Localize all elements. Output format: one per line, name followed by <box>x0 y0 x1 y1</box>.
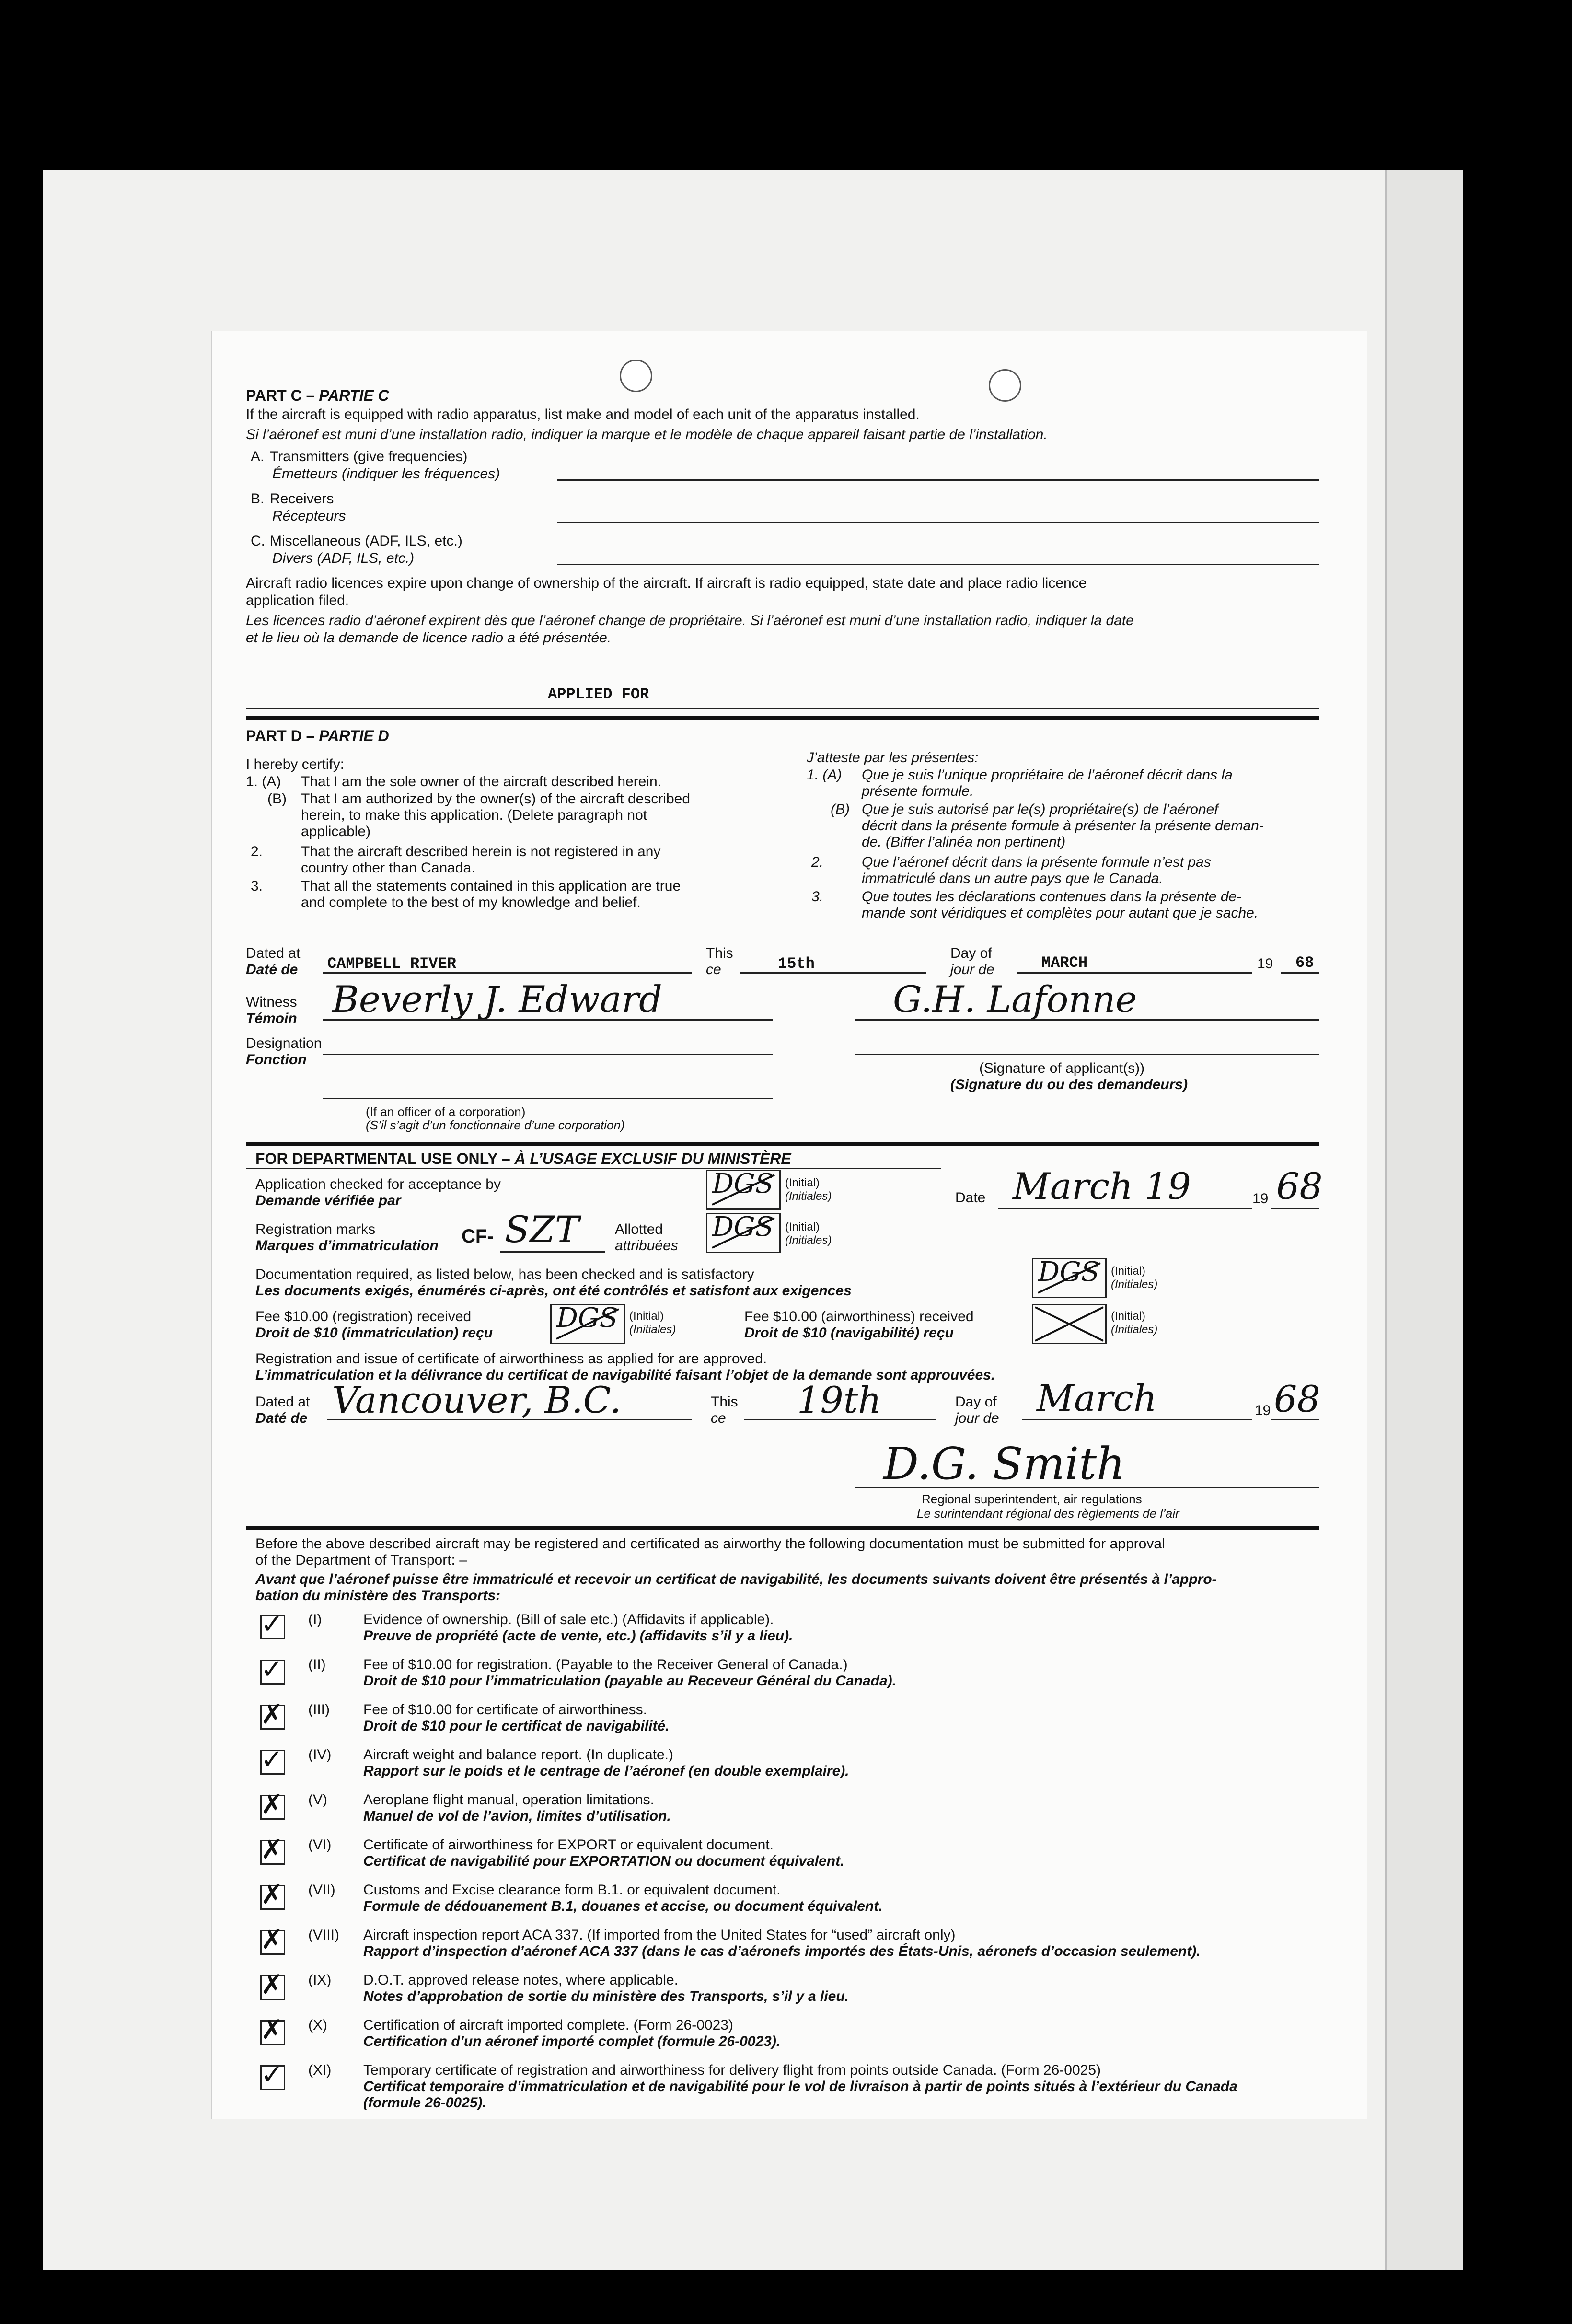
clause-2-num: 2. <box>251 844 263 860</box>
item-number: (IX) <box>308 1972 332 1988</box>
item-text-fr: Certification d’un aéronef importé complet (formule 26-0023). <box>363 2034 781 2049</box>
miscellaneous-field[interactable] <box>557 564 1319 565</box>
part-d-heading: PART D – PARTIE D <box>246 727 389 744</box>
item-text-en: Certificate of airworthiness for EXPORT or equivalent document. <box>363 1837 774 1853</box>
clause-1b-en-3: applicable) <box>301 824 371 839</box>
checkbox-mark: ✗ <box>261 1789 283 1820</box>
applicant-signature-line-2[interactable] <box>855 1054 1319 1055</box>
clause-3-en-2: and complete to the best of my knowledge and belief. <box>301 895 641 910</box>
initial-label: (Initial) (Initiales) <box>1111 1310 1158 1336</box>
initials-documentation: DGS <box>1038 1256 1099 1288</box>
dated-at-label: Dated at Daté de <box>246 945 301 977</box>
checkbox-mark: ✓ <box>261 1744 283 1775</box>
clause-1a-en: That I am the sole owner of the aircraft described herein. <box>301 774 662 790</box>
docs-intro-en-1: Before the above described aircraft may be registered and certificated as airworthy the following documentation must be submitted for approval <box>255 1536 1165 1552</box>
year-prefix: 19 <box>1255 1403 1271 1418</box>
witness-field[interactable] <box>323 1019 773 1021</box>
item-a-fr: Émetteurs (indiquer les fréquences) <box>272 466 500 482</box>
clause-2-en-2: country other than Canada. <box>301 860 475 876</box>
item-number: (XI) <box>308 2062 332 2078</box>
initial-label: (Initial) (Initiales) <box>785 1176 832 1203</box>
clause-2-fr-1: Que l’aéronef décrit dans la présente formule n’est pas <box>862 854 1211 870</box>
checkbox-mark: ✓ <box>261 1654 283 1685</box>
checkbox[interactable] <box>260 1609 285 1640</box>
dated-at-value: Vancouver, B.C. <box>332 1379 622 1421</box>
date-value: March 19 <box>1013 1165 1191 1208</box>
year-field[interactable] <box>1281 972 1319 974</box>
fee-registration-label: Fee $10.00 (registration) received Droit de $10 (immatriculation) reçu <box>255 1309 493 1341</box>
receivers-field[interactable] <box>557 522 1319 523</box>
clause-2-en-1: That the aircraft described herein is not registered in any <box>301 844 661 860</box>
dated-at-field[interactable] <box>327 1419 692 1420</box>
clause-1a-fr-2: présente formule. <box>862 783 974 799</box>
clause-3-en-1: That all the statements contained in this application are true <box>301 878 681 894</box>
item-text-en: Aircraft weight and balance report. (In duplicate.) <box>363 1747 674 1763</box>
signature-label-fr: (Signature du ou des demandeurs) <box>950 1077 1188 1092</box>
checkbox[interactable] <box>260 1969 285 2000</box>
clause-2-fr-2: immatriculé dans un autre pays que le Canada. <box>862 871 1163 886</box>
clause-1a-fr-1: Que je suis l’unique propriétaire de l’aéronef décrit dans la <box>862 767 1233 783</box>
item-a-en: Transmitters (give frequencies) <box>270 449 468 465</box>
item-text-fr-2: (formule 26-0025). <box>363 2095 486 2111</box>
checkbox-mark: ✓ <box>261 1609 283 1640</box>
clause-1b-en-2: herein, to make this application. (Delete paragraph not <box>301 807 647 823</box>
transmitters-field[interactable] <box>557 479 1319 481</box>
page-edge <box>1385 170 1463 2270</box>
item-text-fr: Droit de $10 pour l’immatriculation (payable au Receveur Général du Canada). <box>363 1673 896 1689</box>
allotted-label: Allotted attribuées <box>615 1221 678 1254</box>
item-c-en: Miscellaneous (ADF, ILS, etc.) <box>270 533 462 549</box>
superintendent-label-fr: Le surintendant régional des règlements de l’air <box>917 1506 1179 1521</box>
day-field[interactable] <box>744 1419 936 1420</box>
checkbox-mark: ✓ <box>261 2059 283 2091</box>
item-number: (VII) <box>308 1882 335 1898</box>
date-year-prefix: 19 <box>1252 1191 1269 1207</box>
checkbox-mark: ✗ <box>261 2014 283 2045</box>
initials-stamp-documentation <box>1032 1258 1107 1298</box>
item-number: (VIII) <box>308 1927 339 1943</box>
initial-label: (Initial) (Initiales) <box>629 1310 676 1336</box>
checkbox[interactable] <box>260 1879 285 1910</box>
superintendent-label-en: Regional superintendent, air regulations <box>922 1492 1142 1506</box>
issue-approval-fr: L’immatriculation et la délivrance du certificat de navigabilité faisant l’objet de la demande sont approuvées. <box>255 1367 995 1383</box>
applicant-signature-line[interactable] <box>855 1019 1319 1021</box>
part-c-heading: PART C – PARTIE C <box>246 387 389 404</box>
radio-licence-value: APPLIED FOR <box>548 686 649 703</box>
applicant-signature: G.H. Lafonne <box>893 978 1137 1021</box>
year-value: 68 <box>1295 954 1314 972</box>
radio-note-fr-1: Les licences radio d’aéronef expirent dès que l’aéronef change de propriétaire. Si l’aéronef est muni d’une installation radio, indiquer la date <box>246 613 1134 628</box>
clause-1b-fr-2: décrit dans la présente formule à présenter la présente deman- <box>862 818 1264 834</box>
clause-1b-fr-3: de. (Biffer l’alinéa non pertinent) <box>862 834 1066 850</box>
item-c-fr: Divers (ADF, ILS, etc.) <box>272 550 415 566</box>
clause-3-fr-2: mande sont véridiques et complètes pour autant que je sache. <box>862 905 1259 921</box>
date-year-value: 68 <box>1276 1165 1323 1208</box>
section-divider <box>246 1142 1319 1146</box>
checkbox[interactable] <box>260 1654 285 1685</box>
fee-airworthiness-label: Fee $10.00 (airworthiness) received Droit de $10 (navigabilité) reçu <box>744 1309 974 1341</box>
item-text-en: Evidence of ownership. (Bill of sale etc.) (Affidavits if applicable). <box>363 1612 774 1627</box>
docs-intro-en-2: of the Department of Transport: – <box>255 1552 467 1568</box>
item-text-fr: Rapport d’inspection d’aéronef ACA 337 (dans le cas d’aéronefs importés des États-Unis, aéronefs d’occasion seulement). <box>363 1943 1201 1959</box>
clause-1b-fr-1: Que je suis autorisé par le(s) propriétaire(s) de l’aéronef <box>862 802 1218 817</box>
docs-intro-fr-1: Avant que l’aéronef puisse être immatriculé et recevoir un certificat de navigabilité, les documents suivants doivent être présentés à l’appro- <box>255 1571 1217 1587</box>
day-of-label: Day of jour de <box>950 945 994 977</box>
item-c-key: C. <box>251 533 265 549</box>
item-number: (V) <box>308 1792 327 1808</box>
part-c-intro-fr: Si l’aéronef est muni d’une installation radio, indiquer la marque et le modèle de chaque appareil faisant partie de l’installation. <box>246 427 1048 442</box>
initial-label: (Initial) (Initiales) <box>785 1220 832 1247</box>
reg-marks-label: Registration marks Marques d’immatriculation <box>255 1221 439 1254</box>
dated-at-value: CAMPBELL RIVER <box>327 955 456 973</box>
clause-3-num: 3. <box>251 878 263 894</box>
heading-underline <box>246 1168 941 1169</box>
part-c-intro-en: If the aircraft is equipped with radio apparatus, list make and model of each unit of the apparatus installed. <box>246 407 920 422</box>
documentation-fr: Les documents exigés, énumérés ci-après, ont été contrôlés et satisfont aux exigences <box>255 1283 852 1299</box>
radio-note-en-2: application filed. <box>246 593 349 608</box>
day-value: 15th <box>778 955 815 973</box>
reg-prefix: CF- <box>462 1226 494 1247</box>
clause-1a-num: 1. (A) <box>246 774 281 790</box>
certify-en: I hereby certify: <box>246 756 345 772</box>
checkbox-mark: ✗ <box>261 1879 283 1910</box>
designation-field[interactable] <box>323 1054 773 1055</box>
witness-signature: Beverly J. Edward <box>332 978 662 1021</box>
initials-fee-registration: DGS <box>556 1302 618 1334</box>
month-value: March <box>1037 1377 1157 1419</box>
clause-2-fr-num: 2. <box>811 854 824 870</box>
checkbox-mark: ✗ <box>261 1834 283 1865</box>
clause-3-fr-num: 3. <box>811 889 824 905</box>
certify-fr: J’atteste par les présentes: <box>807 750 979 766</box>
checkbox-mark: ✗ <box>261 1969 283 2000</box>
radio-note-en-1: Aircraft radio licences expire upon change of ownership of the aircraft. If aircraft is radio equipped, state date and place radio licence <box>246 575 1087 591</box>
item-text-fr: Formule de dédouanement B.1, douanes et accise, ou document équivalent. <box>363 1898 883 1914</box>
checkbox[interactable] <box>260 2059 285 2091</box>
designation-field-2[interactable] <box>323 1098 773 1099</box>
date-year-field[interactable] <box>1271 1208 1319 1209</box>
issue-approval-en: Registration and issue of certificate of airworthiness as applied for are approved. <box>255 1351 767 1367</box>
item-b-fr: Récepteurs <box>272 508 346 524</box>
item-text-fr: Rapport sur le poids et le centrage de l’aéronef (en double exemplaire). <box>363 1763 849 1779</box>
month-field[interactable] <box>1022 1419 1252 1420</box>
clause-3-fr-1: Que toutes les déclarations contenues dans la présente de- <box>862 889 1242 905</box>
item-number: (VI) <box>308 1837 332 1853</box>
this-label: This ce <box>706 945 733 977</box>
year-field[interactable] <box>1271 1419 1319 1420</box>
superintendent-signature-line[interactable] <box>855 1487 1319 1488</box>
punch-hole <box>620 360 652 392</box>
punch-hole <box>989 369 1021 402</box>
signature-label-en: (Signature of applicant(s)) <box>979 1060 1145 1076</box>
radio-licence-field[interactable] <box>246 708 1319 709</box>
item-text-en: D.O.T. approved release notes, where applicable. <box>363 1972 679 1988</box>
year-prefix: 19 <box>1257 956 1273 972</box>
item-b-key: B. <box>251 491 265 507</box>
day-value: 19th <box>797 1379 882 1421</box>
item-text-en: Aircraft inspection report ACA 337. (If imported from the United States for “used” aircraft only) <box>363 1927 956 1943</box>
checkbox[interactable] <box>260 1699 285 1730</box>
checkbox[interactable] <box>260 2014 285 2045</box>
clause-1a-fr-num: 1. (A) <box>807 767 842 783</box>
item-text-fr: Certificat de navigabilité pour EXPORTATION ou document équivalent. <box>363 1853 844 1869</box>
item-text-en: Fee of $10.00 for registration. (Payable to the Receiver General of Canada.) <box>363 1657 848 1673</box>
witness-label: Witness Témoin <box>246 994 297 1026</box>
item-text-en: Certification of aircraft imported complete. (Form 26-0023) <box>363 2017 733 2033</box>
item-text-fr: Certificat temporaire d’immatriculation et de navigabilité pour le vol de livraison à partir de points situés à l’extérieur du Canada <box>363 2079 1237 2094</box>
form-sheet <box>211 331 1367 2119</box>
initials-allotted: DGS <box>712 1211 774 1243</box>
item-a-key: A. <box>251 449 265 465</box>
designation-label: Designation Fonction <box>246 1035 322 1068</box>
clause-1b-num: (B) <box>267 791 287 807</box>
item-number: (IV) <box>308 1747 332 1763</box>
item-text-en: Temporary certificate of registration and airworthiness for delivery flight from points outside Canada. (Form 26-0025) <box>363 2062 1101 2078</box>
item-text-fr: Notes d’approbation de sortie du ministère des Transports, s’il y a lieu. <box>363 1988 849 2004</box>
item-text-fr: Preuve de propriété (acte de vente, etc.) (affidavits s’il y a lieu). <box>363 1628 793 1644</box>
checkbox[interactable] <box>260 1744 285 1775</box>
docs-intro-fr-2: bation du ministère des Transports: <box>255 1588 501 1604</box>
initials-checked: DGS <box>712 1168 774 1199</box>
checkbox-mark: ✗ <box>261 1699 283 1730</box>
initial-label: (Initial) (Initiales) <box>1111 1265 1158 1291</box>
year-value: 68 <box>1274 1378 1320 1420</box>
item-number: (III) <box>308 1702 330 1718</box>
this-label: This ce <box>711 1394 738 1426</box>
radio-note-fr-2: et le lieu où la demande de licence radio a été présentée. <box>246 630 612 646</box>
month-field[interactable] <box>1017 972 1252 974</box>
initials-stamp-checked <box>706 1170 781 1210</box>
date-label: Date <box>955 1190 986 1206</box>
clause-1b-en-1: That I am authorized by the owner(s) of the aircraft described <box>301 791 691 807</box>
checkbox-mark: ✗ <box>261 1924 283 1955</box>
item-b-en: Receivers <box>270 491 334 507</box>
item-number: (X) <box>308 2017 327 2033</box>
clause-1b-fr-num: (B) <box>831 802 850 817</box>
item-text-en: Aeroplane flight manual, operation limitations. <box>363 1792 655 1808</box>
checkbox[interactable] <box>260 1924 285 1955</box>
checked-label: Application checked for acceptance by Demande vérifiée par <box>255 1176 501 1208</box>
item-number: (II) <box>308 1657 326 1673</box>
checkbox[interactable] <box>260 1834 285 1865</box>
reg-value: SZT <box>505 1208 579 1251</box>
item-text-en: Customs and Excise clearance form B.1. or equivalent document. <box>363 1882 781 1898</box>
dated-at-field[interactable] <box>323 972 692 974</box>
dated-at-label: Dated at Daté de <box>255 1394 310 1426</box>
reg-field[interactable] <box>500 1251 605 1253</box>
section-divider <box>246 1526 1319 1530</box>
superintendent-signature: D.G. Smith <box>883 1438 1125 1489</box>
item-text-fr: Droit de $10 pour le certificat de navigabilité. <box>363 1718 670 1734</box>
initials-stamp-allotted <box>706 1213 781 1253</box>
section-divider <box>246 716 1319 720</box>
documentation-en: Documentation required, as listed below, has been checked and is satisfactory <box>255 1267 754 1282</box>
checkbox[interactable] <box>260 1789 285 1820</box>
day-of-label: Day of jour de <box>955 1394 999 1426</box>
day-field[interactable] <box>740 972 926 974</box>
item-number: (I) <box>308 1612 322 1627</box>
initials-stamp-fee-registration <box>550 1304 625 1344</box>
officer-note-fr: (S’il s’agit d’un fonctionnaire d’une corporation) <box>366 1118 625 1132</box>
item-text-fr: Manuel de vol de l’avion, limites d’utilisation. <box>363 1808 671 1824</box>
month-value: MARCH <box>1041 954 1088 972</box>
item-text-en: Fee of $10.00 for certificate of airworthiness. <box>363 1702 647 1718</box>
departmental-heading: FOR DEPARTMENTAL USE ONLY – À L’USAGE EXCLUSIF DU MINISTÈRE <box>255 1150 791 1167</box>
crossed-box-fee-airworthiness <box>1032 1304 1107 1344</box>
officer-note-en: (If an officer of a corporation) <box>366 1104 526 1119</box>
date-field[interactable] <box>998 1208 1252 1209</box>
